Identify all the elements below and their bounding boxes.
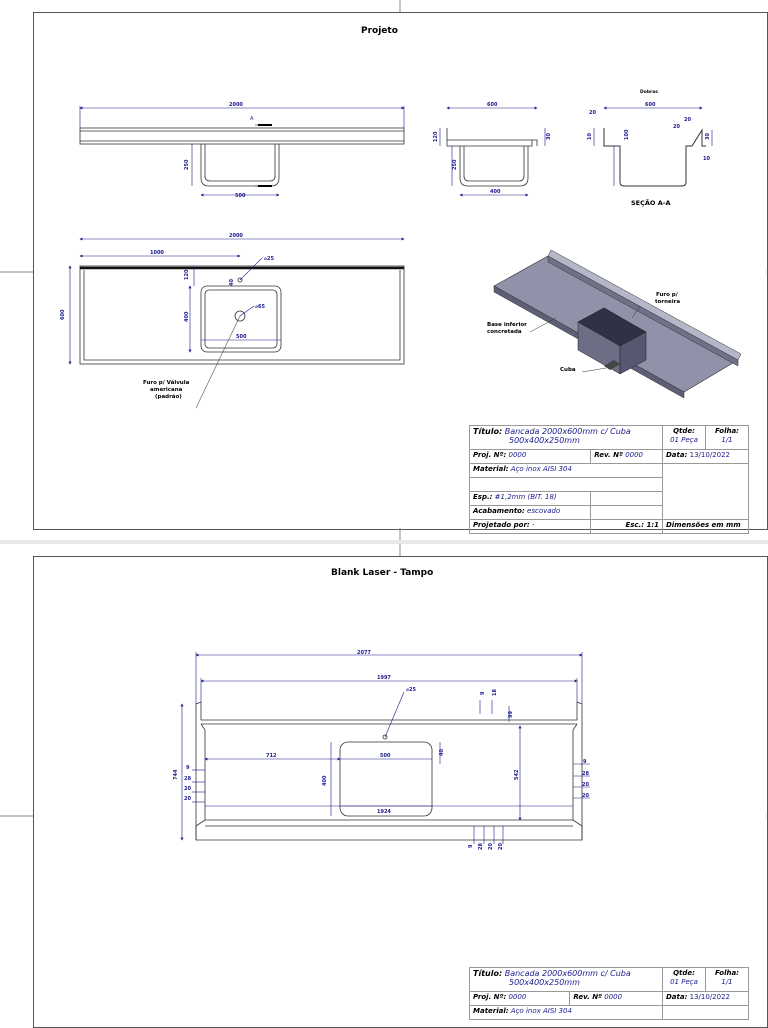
right-dim-9: 9 bbox=[583, 759, 587, 765]
sheet-title: Blank Laser - Tampo bbox=[331, 568, 434, 578]
title-block bbox=[469, 967, 749, 1020]
side-dim-120: 120 bbox=[433, 131, 439, 142]
drawing-sheet-2 bbox=[0, 544, 768, 1024]
faucet-callout-2: torneira bbox=[655, 299, 681, 305]
blank-dim-542: 542 bbox=[514, 769, 520, 780]
left-dim-20b: 20 bbox=[184, 796, 191, 802]
left-dim-9: 9 bbox=[186, 765, 190, 771]
blank-dim-9a: 9 bbox=[480, 691, 486, 695]
titulo-cell: Título: Bancada 2000x600mm c/ Cuba 500x400x250mm bbox=[470, 426, 663, 450]
material-cell: Material: Aço inox AISI 304 bbox=[470, 464, 663, 478]
section-title: SEÇÃO A-A bbox=[631, 199, 671, 207]
blank-dim-712: 712 bbox=[266, 753, 277, 759]
plan-dim-40: 40 bbox=[229, 279, 235, 286]
blank-hole-25: ⌀25 bbox=[406, 687, 416, 693]
titulo-cell: Título: Bancada 2000x600mm c/ Cuba 500x400x250mm bbox=[470, 968, 663, 992]
left-dim-20a: 20 bbox=[184, 786, 191, 792]
plan-hole-25: ⌀25 bbox=[264, 256, 274, 262]
qtde-cell: Qtde: 01 Peça bbox=[663, 426, 706, 450]
blank-dim-40: 40 bbox=[439, 749, 445, 756]
side-dim-600: 600 bbox=[487, 102, 498, 108]
blank-dim-18: 18 bbox=[492, 689, 498, 696]
qtde-cell: Qtde: 01 Peça bbox=[663, 968, 706, 992]
sec-dim-20b: 20 bbox=[684, 117, 691, 123]
folha-cell: Folha: 1/1 bbox=[706, 426, 749, 450]
sec-dim-100: 100 bbox=[624, 129, 630, 140]
valve-callout-3: (padrão) bbox=[155, 394, 182, 400]
valve-callout-1: Furo p/ Válvula bbox=[143, 380, 190, 386]
dim-250: 250 bbox=[184, 159, 190, 170]
dim-500: 500 bbox=[235, 193, 246, 199]
plan-dim-400: 400 bbox=[184, 311, 190, 322]
sec-dim-30: 30 bbox=[705, 133, 711, 140]
blank-dim-1997: 1997 bbox=[377, 675, 391, 681]
side-dim-250: 250 bbox=[452, 159, 458, 170]
blank-dim-99: 99 bbox=[508, 711, 514, 718]
sec-dim-20c: 20 bbox=[673, 124, 680, 130]
plan-dim-600: 600 bbox=[60, 309, 66, 320]
blank-drawing bbox=[0, 544, 768, 1024]
material-cell: Material: Aço inox AISI 304 bbox=[470, 1006, 663, 1020]
section-dobras-label: Dobras bbox=[640, 90, 658, 95]
plan-dim-120: 120 bbox=[184, 269, 190, 280]
proj-cell: Proj. Nº: 0000 bbox=[470, 992, 570, 1006]
folha-cell: Folha: 1/1 bbox=[706, 968, 749, 992]
top-view bbox=[80, 128, 404, 186]
bottom-dim-28: 28 bbox=[478, 843, 484, 850]
rev-cell: Rev. Nº 0000 bbox=[591, 450, 663, 464]
left-dim-28: 28 bbox=[184, 776, 191, 782]
side-dim-400: 400 bbox=[490, 189, 501, 195]
plan-dim-1000: 1000 bbox=[150, 250, 164, 256]
escala-cell: Esc.: 1:1 bbox=[591, 520, 663, 534]
blank-dim-500: 500 bbox=[380, 753, 391, 759]
plan-dim-500: 500 bbox=[236, 334, 247, 340]
blank-dim-2077: 2077 bbox=[357, 650, 371, 656]
blank-dim-400: 400 bbox=[322, 775, 328, 786]
plan-view bbox=[80, 266, 404, 364]
data-cell: Data: 13/10/2022 bbox=[663, 992, 749, 1006]
right-dim-20b: 20 bbox=[582, 793, 589, 799]
blank-dim-1924: 1924 bbox=[377, 809, 391, 815]
bottom-dim-9: 9 bbox=[468, 844, 474, 848]
blank-outline bbox=[196, 702, 582, 840]
bowl-callout: Cuba bbox=[560, 367, 576, 373]
title-block bbox=[469, 425, 749, 534]
base-callout-2: concretada bbox=[487, 329, 522, 335]
esp-cell: Esp.: #1,2mm (BIT. 18) bbox=[470, 492, 591, 506]
acabamento-cell: Acabamento: escovado bbox=[470, 506, 591, 520]
side-view bbox=[447, 128, 537, 186]
projetado-cell: Projetado por: - bbox=[470, 520, 591, 534]
plan-hole-65: ⌀65 bbox=[255, 304, 265, 310]
dimensoes-cell: Dimensões em mm bbox=[663, 520, 749, 534]
side-dim-30: 30 bbox=[546, 133, 552, 140]
sec-dim-10b: 10 bbox=[703, 156, 710, 162]
plan-dim-2000: 2000 bbox=[229, 233, 243, 239]
sheet-title: Projeto bbox=[361, 26, 398, 36]
valve-callout-2: americana bbox=[150, 387, 183, 393]
section-view bbox=[604, 128, 706, 186]
section-mark-a: A bbox=[250, 116, 254, 122]
bottom-dim-20a: 20 bbox=[488, 843, 494, 850]
dim-2000: 2000 bbox=[229, 102, 243, 108]
sec-dim-10a: 10 bbox=[587, 133, 593, 140]
rev-cell: Rev. Nº 0000 bbox=[570, 992, 663, 1006]
right-dim-28: 28 bbox=[582, 771, 589, 777]
proj-cell: Proj. Nº: 0000 bbox=[470, 450, 591, 464]
isometric-view bbox=[494, 250, 741, 398]
sec-dim-600: 600 bbox=[645, 102, 656, 108]
data-cell: Data: 13/10/2022 bbox=[663, 450, 749, 464]
faucet-callout-1: Furo p/ bbox=[656, 292, 678, 298]
right-dim-20a: 20 bbox=[582, 782, 589, 788]
sec-dim-20a: 20 bbox=[589, 110, 596, 116]
blank-dim-744: 744 bbox=[173, 769, 179, 780]
bottom-dim-20b: 20 bbox=[498, 843, 504, 850]
base-callout-1: Base inferior bbox=[487, 322, 527, 328]
